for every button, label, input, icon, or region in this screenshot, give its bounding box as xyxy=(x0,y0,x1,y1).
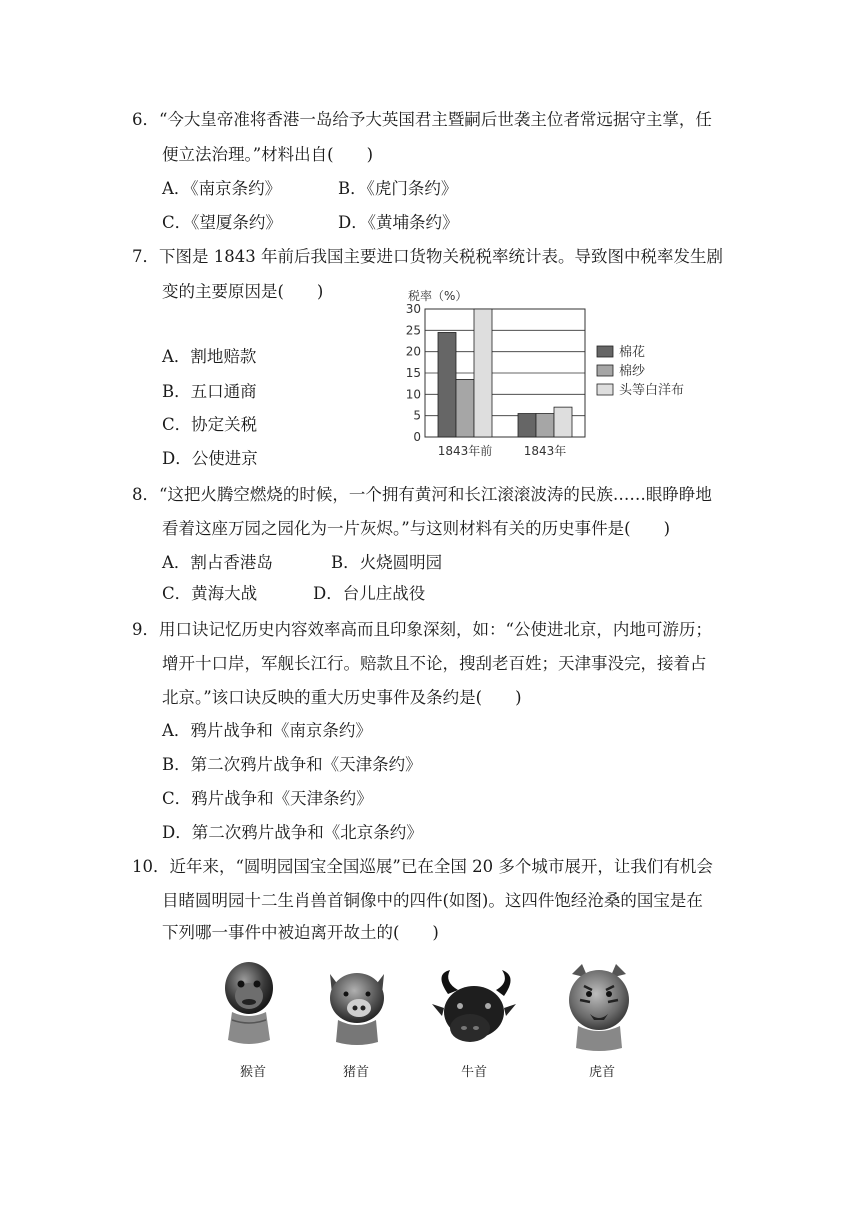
zodiac-heads-figure xyxy=(0,950,860,1090)
q8-option-a: A．割占香港岛 xyxy=(162,553,273,572)
q6-option-d: D．《黄埔条约》 xyxy=(338,213,459,232)
monkey-head-image xyxy=(218,960,280,1048)
q8-option-d: D．台儿庄战役 xyxy=(313,584,426,603)
q6-option-c: C．《望厦条约》 xyxy=(162,213,282,232)
q9-stem-line2: 增开十口岸，军舰长江行。赔款且不论，搜刮老百姓；天津事没完，接着占 xyxy=(162,654,707,673)
q7-option-c: C．协定关税 xyxy=(162,415,258,434)
q10-stem-line1: 10．近年来，“圆明园国宝全国巡展”已在全国 20 多个城市展开，让我们有机会 xyxy=(132,857,713,876)
chart-bar xyxy=(438,332,456,437)
q8-option-b: B．火烧圆明园 xyxy=(331,553,443,572)
q10-stem-line3: 下列哪一事件中被迫离开故土的( ) xyxy=(162,923,439,942)
ox-head-label: 牛首 xyxy=(461,1065,488,1080)
q9-stem-line3: 北京。”该口诀反映的重大历史事件及条约是( ) xyxy=(162,688,522,707)
q7-stem-line2: 变的主要原因是( ) xyxy=(162,282,324,301)
chart-y-tick-label: 10 xyxy=(405,387,421,402)
chart-category-label: 1843年前 xyxy=(437,444,493,458)
q8-option-c: C．黄海大战 xyxy=(162,584,258,603)
legend-label: 棉花 xyxy=(619,345,646,360)
q9-stem-line1: 9．用口诀记忆历史内容效率高而且印象深刻，如：“公使进北京，内地可游历； xyxy=(132,620,712,639)
q7-option-d: D．公使进京 xyxy=(162,449,258,468)
q9-option-d: D．第二次鸦片战争和《北京条约》 xyxy=(162,823,423,842)
pig-head-label: 猪首 xyxy=(343,1065,370,1080)
q6-option-a: A．《南京条约》 xyxy=(162,179,282,198)
legend-label: 头等白洋布 xyxy=(619,383,685,398)
q8-stem-line1: 8．“这把火腾空燃烧的时候，一个拥有黄河和长江滚滚波涛的民族……眼睁睁地 xyxy=(132,485,712,504)
chart-y-tick-label: 30 xyxy=(405,302,421,316)
q6-stem-line2: 便立法治理。”材料出自( ) xyxy=(162,145,374,164)
chart-bar xyxy=(554,407,572,437)
pig-head-image xyxy=(322,964,392,1048)
tariff-bar-chart xyxy=(395,283,715,463)
q9-option-a: A．鸦片战争和《南京条约》 xyxy=(162,721,372,740)
q7-option-b: B．五口通商 xyxy=(162,382,257,401)
chart-bar xyxy=(456,379,474,437)
legend-swatch xyxy=(597,365,613,376)
tiger-head-label: 虎首 xyxy=(589,1065,616,1080)
chart-bar xyxy=(518,414,536,437)
chart-y-tick-label: 15 xyxy=(405,366,421,380)
q9-option-c: C．鸦片战争和《天津条约》 xyxy=(162,789,373,808)
q7-option-a: A．割地赔款 xyxy=(162,347,257,366)
chart-y-tick-label: 5 xyxy=(413,408,421,423)
q7-stem-line1: 7．下图是 1843 年前后我国主要进口货物关税税率统计表。导致图中税率发生剧 xyxy=(132,247,723,266)
q9-option-b: B．第二次鸦片战争和《天津条约》 xyxy=(162,755,422,774)
chart-bar xyxy=(536,414,554,437)
q6-option-b: B．《虎门条约》 xyxy=(338,179,458,198)
legend-swatch xyxy=(597,346,613,357)
tiger-head-image xyxy=(560,960,638,1052)
chart-ylabel: 税率（%） xyxy=(408,289,468,303)
legend-label: 棉纱 xyxy=(619,364,646,379)
q10-stem-line2: 目睹圆明园十二生肖兽首铜像中的四件(如图)。这四件饱经沧桑的国宝是在 xyxy=(162,891,703,910)
chart-y-tick-label: 25 xyxy=(405,323,421,338)
chart-category-label: 1843年 xyxy=(523,444,567,458)
q6-stem-line1: 6．“今大皇帝准将香港一岛给予大英国君主暨嗣后世袭主位者常远据守主掌，任 xyxy=(132,110,712,129)
q8-stem-line2: 看着这座万园之园化为一片灰烬。”与这则材料有关的历史事件是( ) xyxy=(162,519,671,538)
monkey-head-label: 猴首 xyxy=(240,1065,267,1080)
chart-y-tick-label: 0 xyxy=(413,430,421,444)
legend-swatch xyxy=(597,384,613,395)
chart-bar xyxy=(474,309,492,437)
ox-head-image xyxy=(430,968,518,1052)
chart-y-tick-label: 20 xyxy=(405,344,421,359)
